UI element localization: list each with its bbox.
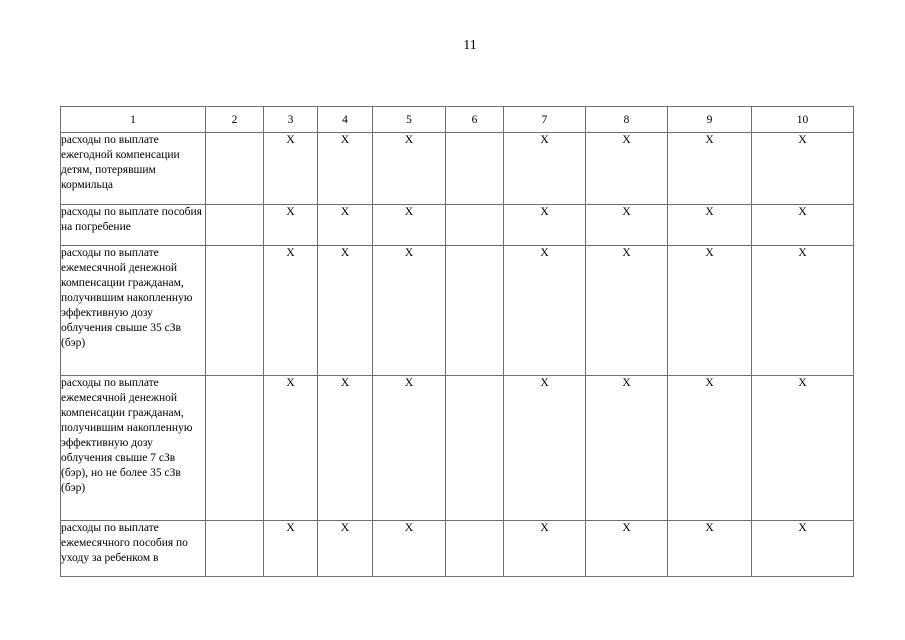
table-cell: X	[373, 205, 446, 246]
table-cell: X	[264, 133, 318, 205]
table-cell: X	[668, 246, 752, 376]
data-table	[60, 106, 854, 577]
table-cell: X	[586, 133, 668, 205]
header-cell: 9	[668, 107, 752, 133]
page-number: 11	[463, 38, 477, 53]
table-cell: X	[752, 246, 854, 376]
table-cell: X	[318, 205, 373, 246]
table-cell: X	[373, 246, 446, 376]
table-cell	[206, 133, 264, 205]
table-cell: X	[752, 133, 854, 205]
row-description: расходы по выплате ежегодной компенсации детям, потерявшим кормильца	[61, 133, 206, 205]
table-cell: X	[504, 246, 586, 376]
table-row	[61, 205, 854, 246]
table-cell: X	[318, 376, 373, 521]
table-cell: X	[586, 205, 668, 246]
table-cell	[446, 205, 504, 246]
table-cell: X	[264, 205, 318, 246]
table-cell: X	[668, 521, 752, 577]
table-cell: X	[318, 521, 373, 577]
table-cell: X	[504, 205, 586, 246]
row-description: расходы по выплате ежемесячной денежной компенсации гражданам, получившим накопленную эффективную дозу облучения свыше 7 сЗв (бэр), но не более 35 сЗв (бэр)	[61, 376, 206, 521]
header-cell: 7	[504, 107, 586, 133]
table-cell: X	[752, 521, 854, 577]
table-row	[61, 133, 854, 205]
table-cell	[446, 376, 504, 521]
table-cell	[446, 246, 504, 376]
table-cell: X	[264, 246, 318, 376]
table-cell: X	[668, 205, 752, 246]
header-cell: 10	[752, 107, 854, 133]
row-description: расходы по выплате пособия на погребение	[61, 205, 206, 246]
table-cell: X	[752, 376, 854, 521]
table-cell: X	[504, 376, 586, 521]
table-cell	[206, 376, 264, 521]
table-cell	[206, 246, 264, 376]
header-cell: 1	[61, 107, 206, 133]
header-cell: 5	[373, 107, 446, 133]
table-cell	[206, 205, 264, 246]
header-cell: 4	[318, 107, 373, 133]
table-cell: X	[586, 246, 668, 376]
table-cell: X	[586, 521, 668, 577]
table-cell	[446, 521, 504, 577]
header-cell: 8	[586, 107, 668, 133]
table-cell: X	[264, 521, 318, 577]
table-cell: X	[668, 133, 752, 205]
table-cell: X	[373, 521, 446, 577]
table-cell	[446, 133, 504, 205]
table-cell: X	[373, 376, 446, 521]
table-cell	[206, 521, 264, 577]
table-cell: X	[586, 376, 668, 521]
header-cell: 6	[446, 107, 504, 133]
header-cell: 3	[264, 107, 318, 133]
table-row	[61, 376, 854, 521]
row-description: расходы по выплате ежемесячной денежной компенсации гражданам, получившим накопленную эффективную дозу облучения свыше 35 сЗв (бэр)	[61, 246, 206, 376]
table-cell: X	[373, 133, 446, 205]
table-cell: X	[264, 376, 318, 521]
header-row	[61, 107, 854, 133]
table-cell: X	[504, 521, 586, 577]
table-cell: X	[752, 205, 854, 246]
table-cell: X	[668, 376, 752, 521]
table-cell: X	[318, 246, 373, 376]
table-row	[61, 521, 854, 577]
row-description: расходы по выплате ежемесячного пособия по уходу за ребенком в	[61, 521, 206, 577]
header-cell: 2	[206, 107, 264, 133]
table-row	[61, 246, 854, 376]
table-cell: X	[504, 133, 586, 205]
table-cell: X	[318, 133, 373, 205]
